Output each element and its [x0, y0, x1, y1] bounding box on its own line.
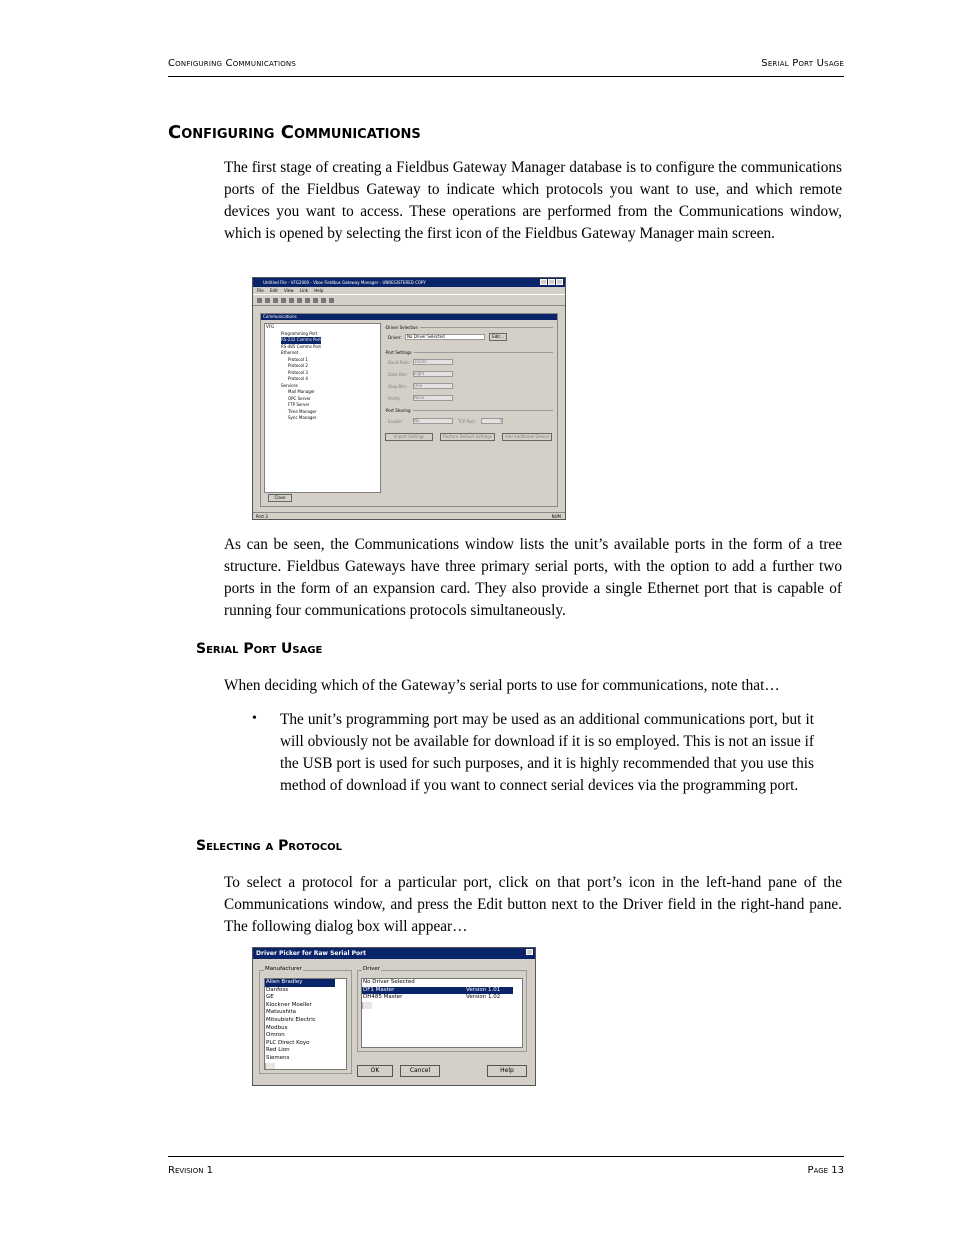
page-header	[168, 56, 844, 77]
port-tree	[264, 323, 381, 493]
parity-select: None	[413, 395, 453, 401]
header-left: Configuring Communications	[168, 58, 296, 69]
manufacturer-list	[264, 978, 347, 1070]
data-bits-select: Eight	[413, 371, 453, 377]
undo-icon	[313, 298, 318, 303]
window-title-bar	[253, 278, 565, 287]
help-button: Help	[487, 1065, 527, 1077]
minimize-icon	[540, 279, 547, 285]
copy-icon	[289, 298, 294, 303]
port-settings-label: Port Settings	[386, 350, 412, 355]
driver-picker-screenshot	[252, 947, 536, 1086]
communications-window-screenshot	[252, 277, 566, 520]
paste-icon	[297, 298, 302, 303]
paragraph-ports: As can be seen, the Communications window lists the unit’s available ports in the form of a tree structure. Fieldbus Gateways have three primary serial ports, with the option to add a further two ports in the form of an expansion card. They also provide a single Ethernet port that is capable of running four communications protocols simultaneously.	[224, 536, 842, 619]
menu-bar	[253, 287, 565, 294]
manufacturer-item: Siemens	[266, 1054, 290, 1061]
ok-button: OK	[357, 1065, 393, 1077]
parity-label: Parity:	[388, 396, 401, 401]
cancel-button: Cancel	[400, 1065, 440, 1077]
intro-paragraph: The first stage of creating a Fieldbus Gateway Manager database is to configure the communications ports of the Fieldbus Gateway to indicate which protocols you want to use, and which remote devices you want to access. These operations are performed from the Communications window, which is opened by selecting the first icon of the Fieldbus Gateway Manager main screen.	[224, 159, 842, 242]
header-right: Serial Port Usage	[761, 58, 844, 69]
add-device-button: Add Additional Device	[502, 433, 552, 441]
driver-selection-label: Driver Selection	[386, 325, 419, 330]
restore-defaults-button: Restore Default Settings	[440, 433, 495, 441]
driver-name: No Driver Selected	[363, 979, 415, 985]
sharing-enable-label: Enable:	[388, 419, 403, 424]
driver-item-selected	[362, 987, 513, 995]
driver-name: DF1 Master	[363, 986, 395, 993]
manufacturer-item: Omron	[266, 1032, 285, 1039]
manufacturer-item: GE	[266, 994, 274, 1001]
manufacturer-item: Red Lion	[266, 1047, 290, 1054]
tcp-port-field: 0	[481, 418, 503, 424]
manufacturer-item: Modbus	[266, 1024, 288, 1031]
status-bar	[253, 512, 565, 519]
edit-button: Edit...	[489, 333, 507, 341]
paragraph-serial-note: When deciding which of the Gateway’s serial ports to use for communications, note that…	[224, 677, 780, 694]
new-icon	[257, 298, 262, 303]
close-icon	[556, 279, 563, 285]
port-sharing-group	[385, 410, 553, 411]
tree-item: VFG	[266, 324, 275, 329]
tree-item: Protocol 4	[288, 376, 308, 381]
tcp-port-label: TCP Port:	[458, 419, 476, 424]
manufacturer-item: Mitsubishi Electric	[266, 1016, 316, 1023]
sharing-enable-select: No	[413, 418, 453, 424]
baud-rate-select: 19200	[413, 359, 453, 365]
subsection-serial-port-usage: Serial Port Usage	[196, 641, 323, 657]
maximize-icon	[548, 279, 555, 285]
manufacturer-item: PLC Direct Koyo	[266, 1039, 310, 1046]
footer-left: Revision 1	[168, 1165, 214, 1176]
menu-view: View	[284, 288, 294, 293]
import-settings-button: Import Settings	[385, 433, 433, 441]
window-title: Untitled File - VFG2000 - Vbox Fieldbus Gateway Manager - UNREGISTERED COPY	[263, 280, 426, 285]
close-button: Close	[268, 494, 292, 502]
tree-item: Time Manager	[288, 408, 317, 414]
driver-field: No Driver Selected	[405, 334, 485, 340]
driver-label: Driver:	[388, 335, 402, 340]
manufacturer-scrollbar	[265, 1063, 275, 1070]
tree-item: Protocol 3	[288, 369, 308, 375]
dialog-close-icon	[526, 949, 533, 955]
status-right: NUM	[551, 514, 561, 519]
dialog-title: Driver Picker for Raw Serial Port	[256, 950, 367, 957]
cut-icon	[281, 298, 286, 303]
communications-dialog	[260, 313, 558, 507]
settings-pane	[385, 323, 553, 503]
delete-icon	[305, 298, 310, 303]
tree-item: Sync Manager	[288, 415, 317, 420]
toolbar	[253, 294, 565, 306]
tree-item: Mail Manager	[288, 389, 315, 394]
tree-item: Services	[281, 382, 298, 388]
tree-item: RS-485 Comms Port	[281, 343, 321, 349]
driver-group-label: Driver	[363, 966, 380, 972]
bullet-marker: •	[252, 711, 257, 726]
driver-version: Version 1.02	[466, 994, 501, 1001]
menu-edit: Edit	[269, 288, 278, 293]
paragraph-select-protocol: To select a protocol for a particular port, click on that port’s icon in the left-hand pane of the Communications window, and press the Edit button next to the Driver field in the right-hand pane. The following dialog box will appear…	[224, 874, 842, 935]
redo-icon	[321, 298, 326, 303]
tree-item: OPC Server	[288, 395, 311, 401]
footer-right: Page 13	[807, 1165, 844, 1176]
driver-item	[362, 994, 522, 1002]
tree-item: Protocol 2	[288, 363, 308, 368]
bullet-programming-port: The unit’s programming port may be used as an additional communications port, but it will obviously not be available for download if it is so employed. This is not an issue if the USB port is used for such purposes, and it is highly recommended that you use this method of download if you want to connect serial devices via the programming port.	[280, 711, 814, 794]
driver-scrollbar	[362, 1002, 372, 1010]
dialog-title-bar	[253, 948, 535, 959]
tree-item: Programming Port	[281, 330, 318, 336]
menu-help: Help	[314, 288, 324, 293]
save-icon	[273, 298, 278, 303]
manufacturer-label: Manufacturer	[265, 966, 302, 972]
port-sharing-label: Port Sharing	[386, 408, 411, 413]
tree-item: FTP Server	[288, 402, 310, 407]
stop-bits-label: Stop Bits:	[388, 384, 408, 389]
status-left: Port 3	[256, 514, 268, 519]
open-icon	[265, 298, 270, 303]
tree-item-selected: RS-232 Comms Port	[281, 337, 321, 342]
section-title: Configuring Communications	[168, 122, 421, 143]
driver-list	[361, 978, 523, 1048]
menu-file: File	[257, 288, 264, 293]
baud-rate-label: Baud Rate:	[388, 360, 411, 365]
page-footer	[168, 1156, 844, 1176]
port-settings-group	[385, 352, 553, 353]
subsection-selecting-protocol: Selecting a Protocol	[196, 838, 343, 854]
manufacturer-item-selected: Allen Bradley	[265, 979, 335, 987]
communications-title: Communications	[261, 314, 557, 320]
manufacturer-item: Matsushita	[266, 1009, 297, 1016]
menu-link: Link	[299, 288, 308, 293]
tree-item: Protocol 1	[288, 356, 308, 362]
stop-bits-select: One	[413, 383, 453, 389]
link-icon	[329, 298, 334, 303]
manufacturer-item: Danfoss	[266, 986, 289, 993]
driver-item	[362, 979, 522, 987]
tree-item: Ethernet	[281, 350, 299, 355]
driver-version: Version 1.01	[466, 986, 501, 993]
manufacturer-item: Klockner Moeller	[266, 1001, 312, 1008]
driver-name: DH485 Master	[363, 994, 403, 1001]
data-bits-label: Data Bits:	[388, 372, 408, 377]
